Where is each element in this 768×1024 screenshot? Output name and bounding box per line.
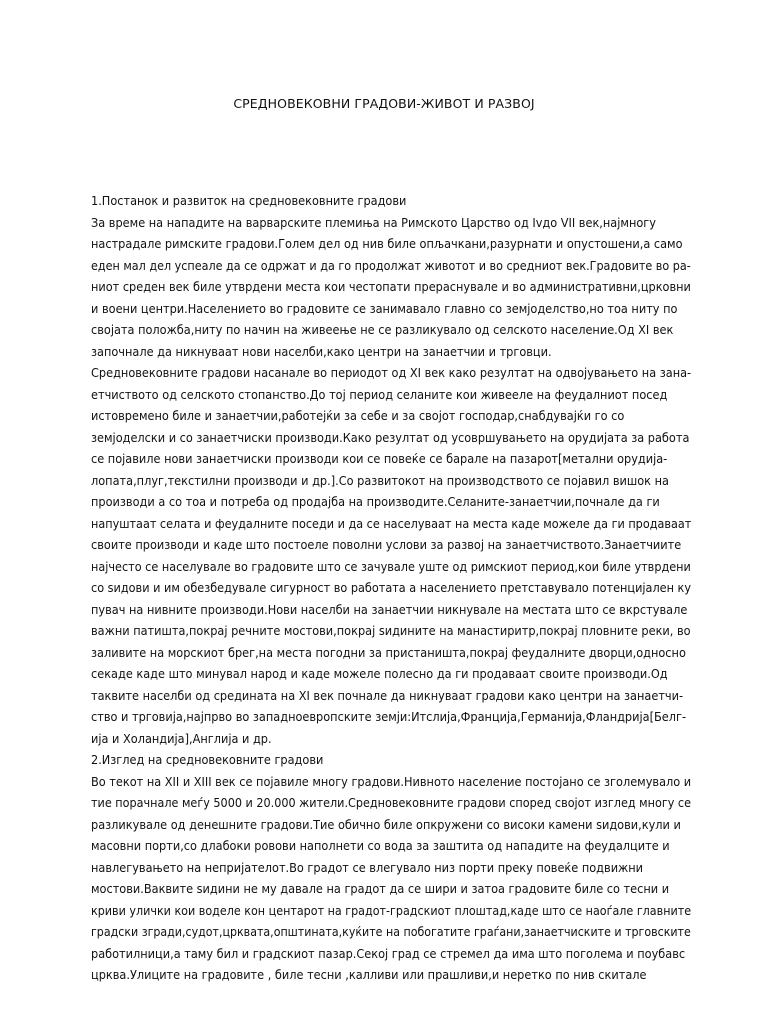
text-line: производи а со тоа и потреба од продајба на производите.Селаните-занаетчии,почнале да ги <box>91 494 660 509</box>
text-line: секаде каде што минувал народ и каде можеле полесно да ги продаваат своите производи.Од <box>91 666 668 681</box>
text-line: еден мал дел успеале да се одржат и да го продолжат животот и во средниот век.Градовите во ра- <box>91 257 691 273</box>
text-line: Средновековните градови насанале во периодот од XI век како резултат на одвојувањето на зана- <box>91 365 692 380</box>
text-line: градски згради,судот,црквата,општината,куќите на побогатите граѓани,занаетчиските и трговските <box>91 924 691 939</box>
text-line: земјоделски и со занаетчиски производи.Како резултат од усовршувањето на орудијата за работа <box>91 429 690 445</box>
document-title: СРЕДНОВЕКОВНИ ГРАДОВИ-ЖИВОТ И РАЗВОЈ <box>233 96 535 111</box>
text-line: црква.Улиците на градовите , биле тесни ,калливи или прашливи,и неретко по нив скитале <box>91 967 647 982</box>
text-line: криви улички кои воделе кон центарот на градот-градскиот плоштад,каде што се наоѓале главните <box>91 902 692 918</box>
text-line: со sидови и им обезбедувале сигурност во работата а населението претставувало потенцијален ку <box>91 580 692 595</box>
text-line: ство и трговија,најпрво во западноевропските земји:Итслија,Франција,Германија,Фландрија[Белг- <box>91 709 687 724</box>
text-line: истовремено биле и занаетчии,работејќи за себе и за својот господар,снабдувајќи го со <box>91 408 625 423</box>
document-body <box>91 190 691 986</box>
text-line: масовни порти,со длабоки ровови наполнети со вода за заштита од нападите на феудалците и <box>91 838 670 853</box>
text-line: настрадале римските градови.Голем дел од нив биле опљачкани,разурнати и опустошени,а само <box>91 236 683 251</box>
text-line: и воени центри.Населението во градовите се занимавало главно со земјоделство,но тоа ниту по <box>91 300 678 316</box>
text-line: 1.Постанок и развиток на средновековните градови <box>91 193 407 208</box>
text-line: разликувале од денешните градови.Тие обично биле опкружени со високи камени sидови,кули и <box>91 816 681 832</box>
text-line: тие порачнале меѓу 5000 и 20.000 жители.Средновековните градови според својот изглед многу се <box>91 795 692 810</box>
text-line: лопата,плуг,текстилни производи и др.].Со развитокот на производството се појавил вишок на <box>91 472 669 488</box>
text-line: ниот среден век биле утврдени места кои честопати прераснувале и во административни,црковни <box>91 279 691 294</box>
text-line: навлегувањето на непријателот.Во градот се влегувало низ порти преку повеќе подвижни <box>91 859 644 875</box>
text-line: заливите на морскиот брег,на места погодни за пристаништа,покрај феудалните дворци,односно <box>91 644 686 660</box>
text-line: етчиството од селското стопанство.До тој период селаните кои живееле на феудалниот посед <box>91 386 668 402</box>
text-line: мостови.Ваквите sидини не му давале на градот да се шири и затоа градовите биле со тесни и <box>91 881 670 896</box>
text-line: таквите населби од средината на XI век почнале да никнуваат градови како центри на занаетчи- <box>91 687 684 703</box>
text-line: работилници,а таму бил и градскиот пазар.Секој град се стремел да има што поголема и поубавс <box>91 945 686 961</box>
text-line: пувач на нивните производи.Нови населби на занаетчии никнувале на местата што се вкрстувале <box>91 601 688 617</box>
text-line: се појавиле нови занаетчиски производи кои се повеќе се барале на пазарот[метални орудија- <box>91 451 668 466</box>
text-line: ија и Холандија],Англија и др. <box>91 730 272 746</box>
text-line: За време на нападите на варварските племиња на Римското Царство од Ivдо VII век,најмногу <box>91 214 656 230</box>
text-line: напуштаат селата и феудалните поседи и да се населуваат на места каде можеле да ги продаваат <box>91 515 692 531</box>
text-line: својата положба,ниту по начин на живеење не се разликувало од селското население.Од XI век <box>91 322 674 337</box>
text-line: важни патишта,покрај речните мостови,покрај sидините на манастиритр,покрај пловните реки, во <box>91 623 691 638</box>
text-line: започнале да никнуваат нови населби,како центри на занаетчии и трговци. <box>91 343 552 359</box>
text-line: своите производи и каде што постоеле поволни услови за развој на занаетчиството.Занаетчиите <box>91 537 682 552</box>
text-line: најчесто се населувале во градовите што се зачувале уште од римскиот период,кои биле утврдени <box>91 558 691 574</box>
text-line: Во текот на XII и XIII век се појавиле многу градови.Нивното население постојано се зголемувало и <box>91 773 692 789</box>
text-line: 2.Изглед на средновековните градови <box>91 752 324 767</box>
